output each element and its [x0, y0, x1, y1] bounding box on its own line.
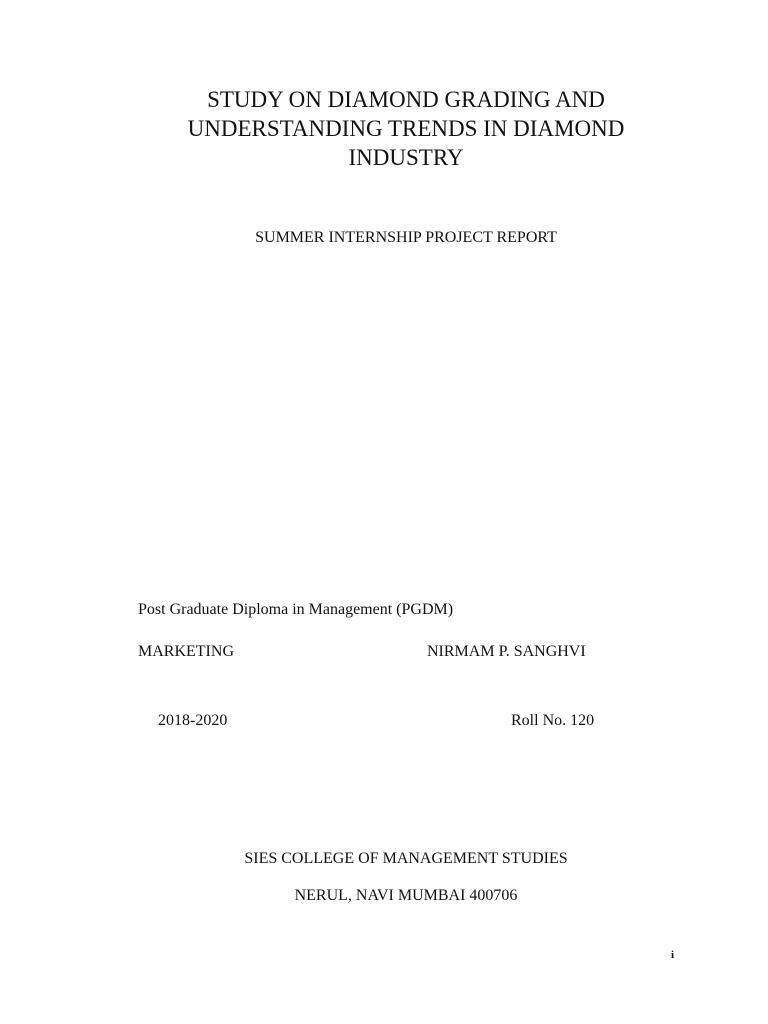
college-address: NERUL, NAVI MUMBAI 400706 — [294, 887, 518, 904]
specialization: MARKETING — [138, 643, 234, 660]
report-title — [0, 85, 768, 172]
report-title-line-2: UNDERSTANDING TRENDS IN DIAMOND — [187, 116, 625, 141]
roll-number: Roll No. 120 — [511, 712, 595, 729]
program-name: Post Graduate Diploma in Management (PGDM) — [138, 601, 454, 618]
batch-years: 2018-2020 — [158, 712, 228, 729]
student-name: NIRMAM P. SANGHVI — [427, 643, 586, 660]
report-subtitle: SUMMER INTERNSHIP PROJECT REPORT — [255, 229, 557, 246]
page-number: i — [671, 949, 675, 961]
report-title-line-1: STUDY ON DIAMOND GRADING AND — [207, 87, 605, 112]
report-title-line-3: INDUSTRY — [348, 145, 464, 170]
college-name: SIES COLLEGE OF MANAGEMENT STUDIES — [244, 850, 568, 867]
